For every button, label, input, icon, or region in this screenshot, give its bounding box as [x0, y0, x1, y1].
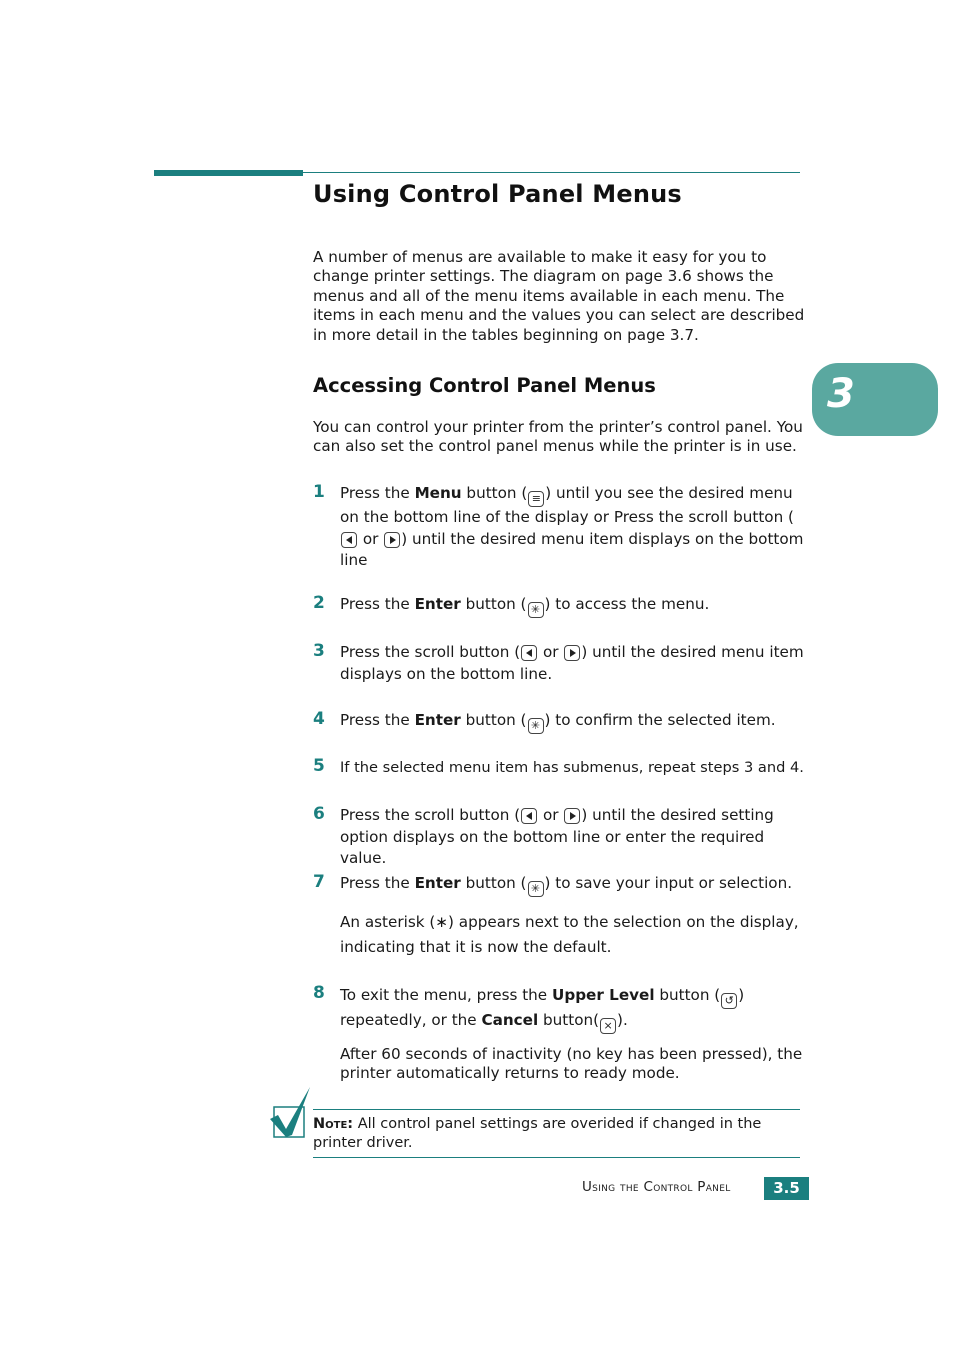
note-rule-bottom: [313, 1157, 800, 1158]
step-text: To exit the menu, press the Upper Level button ( ↺ ) repeatedly, or the Cancel button( × ).: [340, 986, 745, 1032]
step-text: Press the scroll button ( or ) until the desired setting option displays on the bottom line or enter the required value.: [340, 806, 774, 867]
heading-accent-bar: [154, 170, 303, 176]
step-text: Press the Enter button ( ✳ ) to confirm the selected item.: [340, 711, 776, 732]
section-intro: You can control your printer from the printer’s control panel. You can also set the control panel menus while the printer is in use.: [313, 418, 803, 456]
step-text: Press the Enter button ( ✳ ) to save your input or selection.: [340, 874, 793, 895]
page-title: Using Control Panel Menus: [313, 180, 682, 208]
enter-button-icon: ✳: [528, 718, 544, 734]
scroll-left-button-icon: [521, 808, 537, 824]
scroll-left-button-icon: [521, 645, 537, 661]
step-text: Press the Menu button ( ≡ ) until you see the desired menu on the bottom line of the display or Press the scroll button ( or ) until the desired menu item displays on the bottom line: [340, 484, 804, 569]
step-number: 2: [313, 593, 325, 613]
scroll-right-button-icon: [384, 532, 400, 548]
note-paragraph: Note: All control panel settings are overided if changed in the printer driver.: [313, 1116, 762, 1151]
enter-button-icon: ✳: [528, 881, 544, 897]
step-text: If the selected menu item has submenus, repeat steps 3 and 4.: [340, 759, 804, 776]
footer-section-title: Using the Control Panel: [582, 1179, 731, 1195]
step-text: Press the scroll button ( or ) until the desired menu item displays on the bottom line.: [340, 643, 804, 683]
step-number: 4: [313, 709, 325, 729]
step-number: 1: [313, 482, 325, 502]
scroll-right-button-icon: [564, 645, 580, 661]
step-number: 5: [313, 756, 325, 776]
step-number: 8: [313, 983, 325, 1003]
menu-button-icon: ≡: [528, 491, 544, 507]
intro-paragraph: A number of menus are available to make it easy for you to change printer settings. The diagram on page 3.6 shows the menus and all of the menu items available in each menu. The items in each menu and the values you can select are described in more detail in the tables beginning on page 3.7.: [313, 248, 805, 344]
note-label: Note:: [313, 1116, 354, 1132]
cancel-button-icon: ×: [600, 1018, 616, 1034]
heading-rule: [303, 172, 800, 173]
scroll-left-button-icon: [341, 532, 357, 548]
chapter-tab: 3: [812, 363, 938, 436]
scroll-right-button-icon: [564, 808, 580, 824]
step-text: Press the Enter button ( ✳ ) to access the menu.: [340, 595, 710, 616]
step-note: After 60 seconds of inactivity (no key has been pressed), the printer automatically returns to ready mode.: [340, 1045, 803, 1083]
enter-button-icon: ✳: [528, 602, 544, 618]
checkmark-icon: [268, 1085, 312, 1141]
step-number: 7: [313, 872, 325, 892]
note-rule-top: [313, 1109, 800, 1110]
step-number: 3: [313, 641, 325, 661]
step-number: 6: [313, 804, 325, 824]
upper-level-button-icon: ↺: [721, 993, 737, 1009]
step-note: An asterisk (∗) appears next to the selection on the display, indicating that it is now the default.: [340, 913, 799, 956]
section-title: Accessing Control Panel Menus: [313, 374, 656, 397]
page-number: 3.5: [764, 1177, 809, 1200]
